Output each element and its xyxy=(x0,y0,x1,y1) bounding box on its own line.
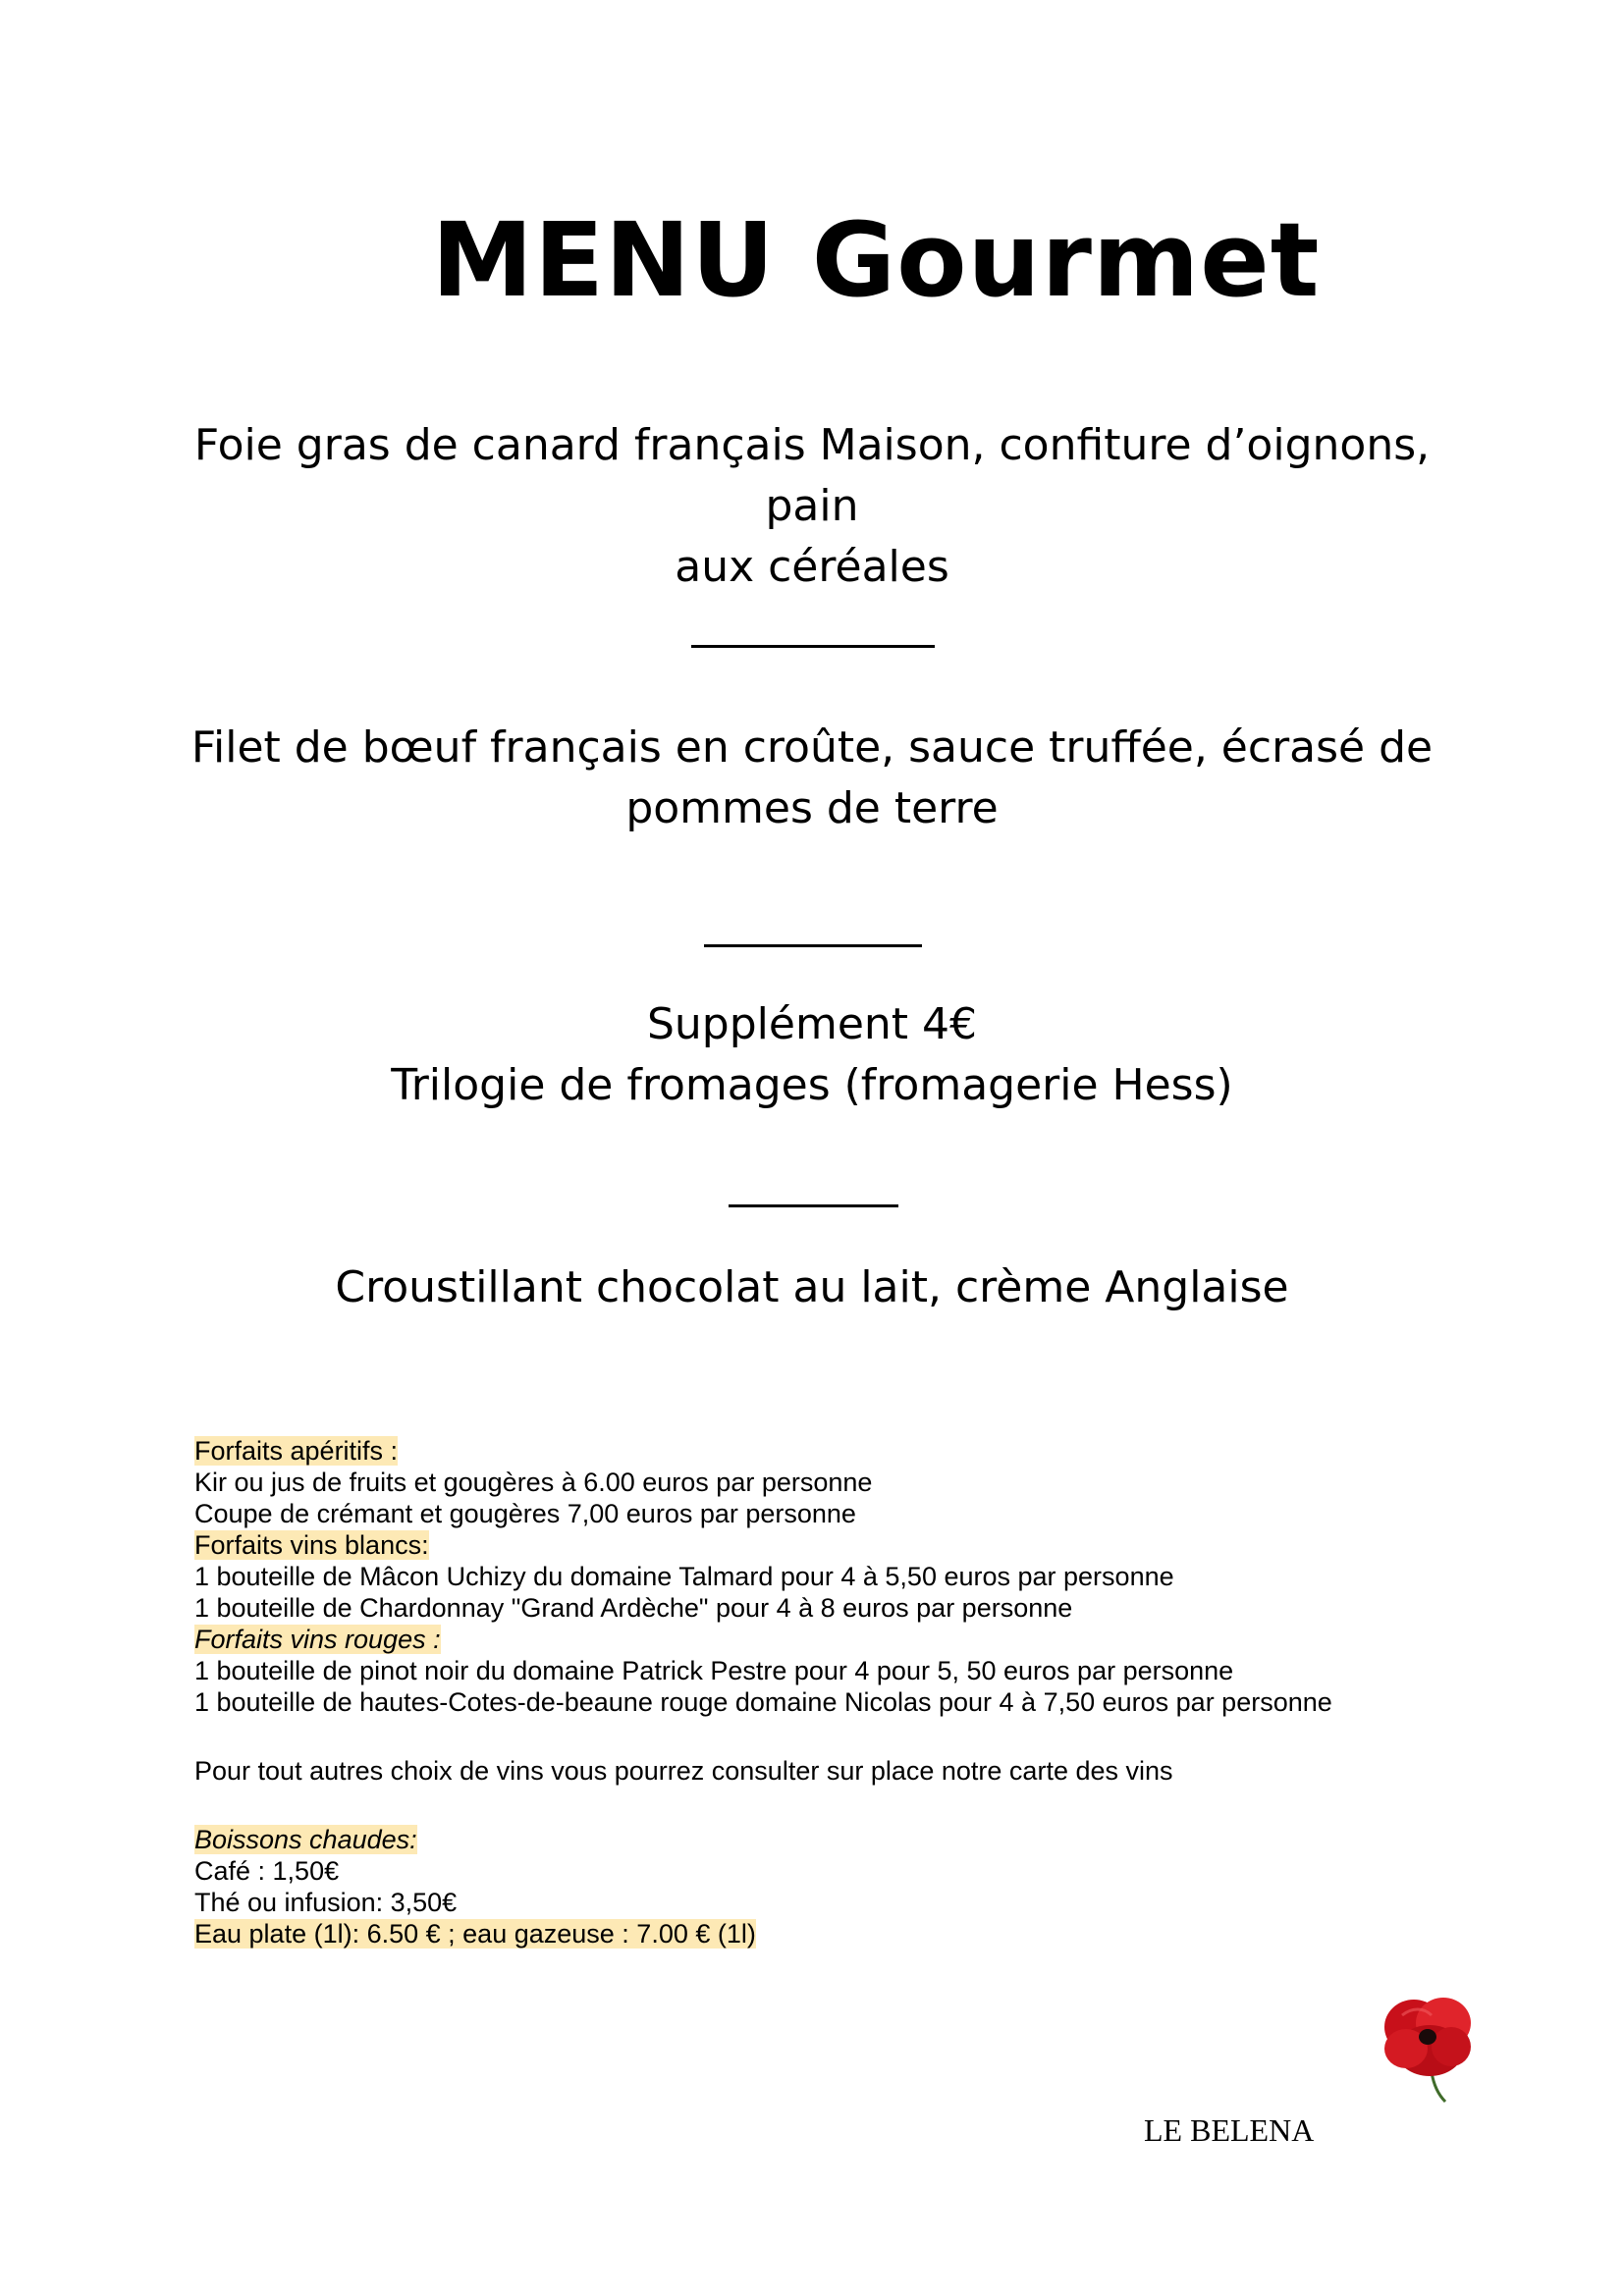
red-wine-item: 1 bouteille de hautes-Cotes-de-beaune rouge domaine Nicolas pour 4 à 7,50 euros par personne xyxy=(194,1687,1332,1717)
course-main xyxy=(147,718,1477,839)
separator-rule xyxy=(729,1204,898,1207)
hot-drink-item: Café : 1,50€ xyxy=(194,1856,340,1886)
aperitif-item: Kir ou jus de fruits et gougères à 6.00 euros par personne xyxy=(194,1468,873,1497)
other-wines-note: Pour tout autres choix de vins vous pourrez consulter sur place notre carte des vins xyxy=(194,1756,1173,1786)
hot-drink-item: Thé ou infusion: 3,50€ xyxy=(194,1888,458,1917)
white-wine-item: 1 bouteille de Chardonnay "Grand Ardèche" pour 4 à 8 euros par personne xyxy=(194,1593,1073,1623)
separator-rule xyxy=(691,645,935,648)
water-prices: Eau plate (1l): 6.50 € ; eau gazeuse : 7.00 € (1l) xyxy=(194,1919,756,1949)
poppy-flower-icon xyxy=(1373,1986,1481,2104)
hot-drinks-heading: Boissons chaudes: xyxy=(194,1825,417,1854)
course-cheese xyxy=(147,994,1477,1116)
cheese-course: Trilogie de fromages (fromagerie Hess) xyxy=(391,1060,1233,1110)
red-wine-item: 1 bouteille de pinot noir du domaine Patrick Pestre pour 4 pour 5, 50 euros par personne xyxy=(194,1656,1234,1685)
course-starter-line-1: Foie gras de canard français Maison, confiture d’oignons, pain xyxy=(193,420,1431,531)
course-starter xyxy=(147,415,1477,598)
drinks-info xyxy=(194,1435,1471,1949)
course-starter-line-2: aux céréales xyxy=(675,542,949,592)
restaurant-signature: LE BELENA xyxy=(1144,2112,1315,2148)
course-dessert-line-1: Croustillant chocolat au lait, crème Anglaise xyxy=(335,1262,1289,1312)
cheese-supplement: Supplément 4€ xyxy=(646,999,977,1049)
red-wines-heading: Forfaits vins rouges : xyxy=(194,1625,441,1654)
menu-title: MENU Gourmet xyxy=(431,200,1321,320)
white-wine-item: 1 bouteille de Mâcon Uchizy du domaine Talmard pour 4 à 5,50 euros par personne xyxy=(194,1562,1174,1591)
aperitif-item: Coupe de crémant et gougères 7,00 euros par personne xyxy=(194,1499,856,1528)
white-wines-heading: Forfaits vins blancs: xyxy=(194,1530,429,1560)
course-main-line-1: Filet de bœuf français en croûte, sauce truffée, écrasé de xyxy=(190,722,1434,773)
aperitifs-heading: Forfaits apéritifs : xyxy=(194,1436,399,1466)
separator-rule xyxy=(704,944,922,947)
course-main-line-2: pommes de terre xyxy=(625,783,999,833)
course-dessert xyxy=(147,1257,1477,1318)
